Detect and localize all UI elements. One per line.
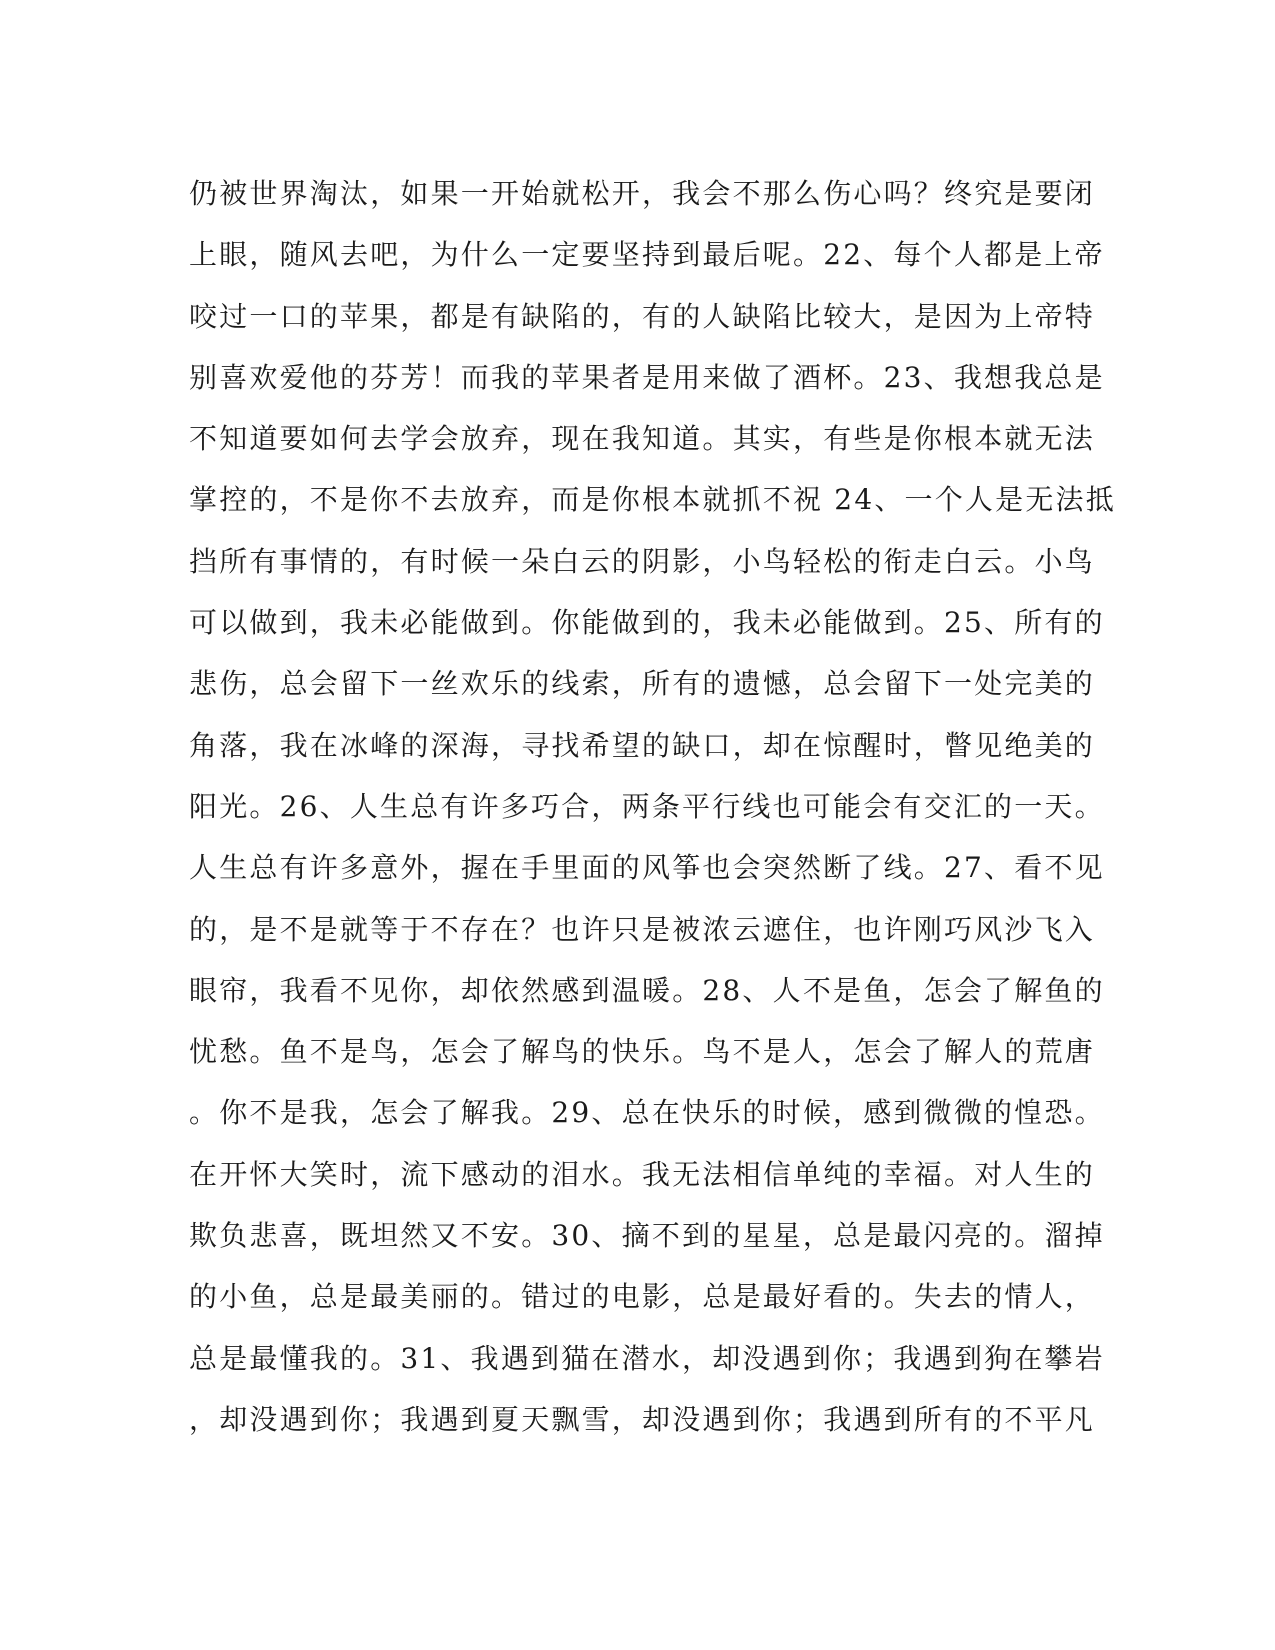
text-line: 忧愁。鱼不是鸟，怎会了解鸟的快乐。鸟不是人，怎会了解人的荒唐 — [189, 1035, 1096, 1069]
text-line: 欺负悲喜，既坦然又不安。30、摘不到的星星，总是最闪亮的。溜掉 — [189, 1219, 1105, 1253]
text-line: 上眼，随风去吧，为什么一定要坚持到最后呢。22、每个人都是上帝 — [189, 238, 1105, 272]
text-line: 阳光。26、人生总有许多巧合，两条平行线也可能会有交汇的一天。 — [189, 789, 1105, 823]
text-line: 总是最懂我的。31、我遇到猫在潜水，却没遇到你；我遇到狗在攀岩 — [189, 1341, 1105, 1375]
text-line: 挡所有事情的，有时候一朵白云的阴影，小鸟轻松的衔走白云。小鸟 — [189, 544, 1096, 578]
text-line: 角落，我在冰峰的深海，寻找希望的缺口，却在惊醒时，瞥见绝美的 — [189, 728, 1096, 762]
text-line: 咬过一口的苹果，都是有缺陷的，有的人缺陷比较大，是因为上帝特 — [189, 299, 1096, 333]
body-text — [189, 163, 1116, 1450]
text-line: 悲伤，总会留下一丝欢乐的线索，所有的遗憾，总会留下一处完美的 — [189, 667, 1096, 701]
text-line: 在开怀大笑时，流下感动的泪水。我无法相信单纯的幸福。对人生的 — [189, 1157, 1096, 1191]
text-line: 仍被世界淘汰，如果一开始就松开，我会不那么伤心吗？终究是要闭 — [189, 177, 1096, 210]
text-line: 人生总有许多意外，握在手里面的风筝也会突然断了线。27、看不见 — [189, 851, 1105, 885]
text-line: 的小鱼，总是最美丽的。错过的电影，总是最好看的。失去的情人， — [189, 1280, 1096, 1314]
text-line: ，却没遇到你；我遇到夏天飘雪，却没遇到你；我遇到所有的不平凡 — [189, 1402, 1096, 1436]
text-line: 眼帘，我看不见你，却依然感到温暖。28、人不是鱼，怎会了解鱼的 — [189, 973, 1105, 1007]
text-line: 可以做到，我未必能做到。你能做到的，我未必能做到。25、所有的 — [189, 606, 1105, 640]
text-line: 的，是不是就等于不存在？也许只是被浓云遮住，也许刚巧风沙飞入 — [189, 912, 1096, 946]
text-line: 。你不是我，怎会了解我。29、总在快乐的时候，感到微微的惶恐。 — [189, 1096, 1105, 1130]
text-line: 掌控的，不是你不去放弃，而是你根本就抓不祝 24、一个人是无法抵 — [189, 483, 1116, 517]
text-line: 不知道要如何去学会放弃，现在我知道。其实，有些是你根本就无法 — [189, 422, 1096, 456]
text-line: 别喜欢爱他的芬芳！而我的苹果者是用来做了酒杯。23、我想我总是 — [189, 360, 1105, 394]
